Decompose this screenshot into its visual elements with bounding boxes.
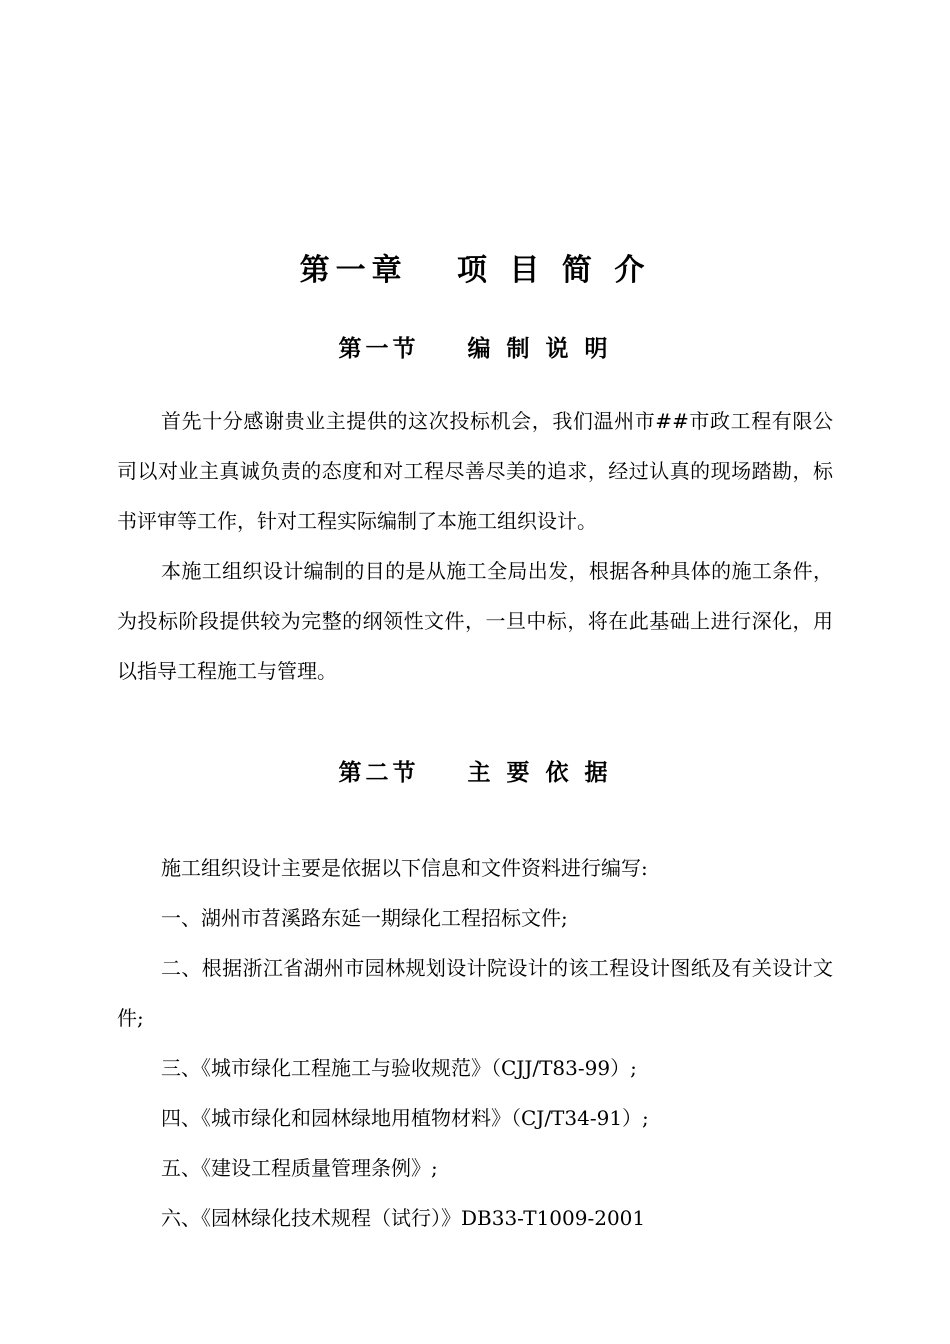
section-title-compilation-notes: 第一节 编 制 说 明	[338, 335, 612, 362]
list-item: 五、《建设工程质量管理条例》;	[161, 1156, 438, 1180]
basis-list	[117, 843, 833, 1243]
chapter-title: 第一章 项 目 简 介	[299, 253, 651, 288]
list-item: 三、《城市绿化工程施工与验收规范》（CJJ/T83-99）;	[161, 1056, 637, 1080]
basis-intro: 施工组织设计主要是依据以下信息和文件资料进行编写:	[161, 856, 648, 880]
list-item: 六、《园林绿化技术规程（试行）》DB33-T1009-2001	[161, 1206, 646, 1230]
list-item: 四、《城市绿化和园林绿地用植物材料》（CJ/T34-91）;	[161, 1106, 649, 1130]
list-item: 二、根据浙江省湖州市园林规划设计院设计的该工程设计图纸及有关设计文件;	[117, 956, 833, 1030]
paragraph-intro: 首先十分感谢贵业主提供的这次投标机会，我们温州市##市政工程有限公司以对业主真诚负责的态度和对工程尽善尽美的追求，经过认真的现场踏勘，标书评审等工作，针对工程实际编制了本施工组织设计。	[117, 409, 833, 533]
paragraph-purpose: 本施工组织设计编制的目的是从施工全局出发，根据各种具体的施工条件，为投标阶段提供较为完整的纲领性文件，一旦中标，将在此基础上进行深化，用以指导工程施工与管理。	[117, 559, 833, 683]
list-item: 一、湖州市苕溪路东延一期绿化工程招标文件;	[161, 906, 568, 930]
section-title-main-basis: 第二节 主 要 依 据	[338, 759, 612, 786]
